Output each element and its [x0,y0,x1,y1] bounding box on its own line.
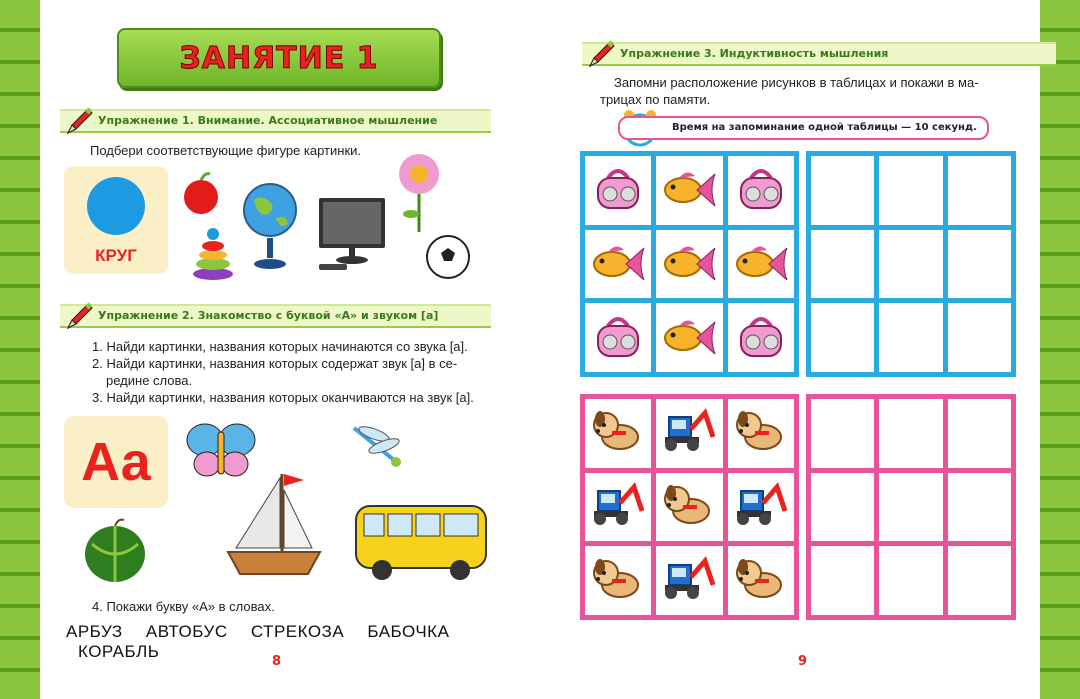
empty-grid-cell[interactable] [948,230,1011,299]
empty-grid-cell[interactable] [948,156,1011,225]
empty-grid-cell[interactable] [879,303,942,372]
watermelon-icon [82,514,148,584]
word: СТРЕКОЗА [250,622,345,641]
empty-grid-cell[interactable] [948,399,1011,468]
grid-cell[interactable] [728,473,794,542]
tractor-icon [590,481,646,533]
flower-icon [395,150,443,234]
empty-grid-pink [806,394,1016,620]
pyramid-toy-icon [190,222,236,282]
grid-cell[interactable] [656,399,722,468]
words-row [66,622,540,662]
empty-grid-cell[interactable] [879,156,942,225]
exercise-2-item-4: 4. Покажи букву «А» в словах. [92,599,275,614]
empty-grid-cell[interactable] [948,303,1011,372]
empty-grid-cell[interactable] [811,156,874,225]
grid-cell[interactable] [728,303,794,372]
fish-icon [661,240,717,288]
grid-cell[interactable] [585,546,651,615]
left-decorative-stripes [0,0,40,699]
fish-icon [661,166,717,214]
fish-icon [590,240,646,288]
word: АРБУЗ [66,622,123,641]
dog-icon [733,555,789,607]
empty-grid-cell[interactable] [879,473,942,542]
empty-grid-cell[interactable] [811,546,874,615]
empty-grid-cell[interactable] [811,303,874,372]
exercise-2-item-2: 2. Найди картинки, названия которых содержат звук [а] в се- [92,356,458,371]
grid-cell[interactable] [585,399,651,468]
sailboat-icon [222,470,326,582]
dog-icon [661,481,717,533]
right-page [540,0,1040,699]
bag-icon [735,312,787,364]
empty-grid-cell[interactable] [948,546,1011,615]
dog-icon [590,555,646,607]
circle-card-label: КРУГ [95,246,137,265]
tractor-icon [661,555,717,607]
tv-monitor-icon [315,196,389,276]
exercise-3-instruction-1: Запомни расположение рисунков в таблицах и покажи в ма- [614,75,979,90]
empty-grid-blue [806,151,1016,377]
exercise-1-instruction: Подбери соответствующие фигуре картинки. [90,143,362,158]
grid-cell[interactable] [656,156,722,225]
empty-grid-cell[interactable] [811,399,874,468]
grid-cell[interactable] [656,546,722,615]
empty-grid-cell[interactable] [811,473,874,542]
timer-note [618,116,989,140]
exercise-1-header [60,109,491,133]
circle-card [64,166,168,274]
apple-icon [180,170,222,216]
bag-icon [592,312,644,364]
dragonfly-icon [348,422,406,470]
exercise-2-item-1: 1. Найди картинки, названия которых начинаются со звука [а]. [92,339,468,354]
dog-icon [733,407,789,459]
memory-grid-pink [580,394,799,620]
tractor-icon [733,481,789,533]
right-decorative-stripes [1040,0,1080,699]
memory-grid-blue [580,151,799,377]
letter-card [64,416,168,508]
dog-icon [590,407,646,459]
grid-cell[interactable] [656,303,722,372]
left-page [40,0,540,699]
soccer-ball-icon [425,234,471,280]
exercise-2-item-3: 3. Найди картинки, названия которых оканчиваются на звук [а]. [92,390,474,405]
grid-cell[interactable] [585,303,651,372]
blue-circle-icon [86,176,146,236]
exercise-3-instruction-2: трицах по памяти. [600,92,711,107]
exercise-2-heading: Упражнение 2. Знакомство с буквой «А» и звуком [а] [98,309,439,322]
grid-cell[interactable] [585,473,651,542]
grid-cell[interactable] [585,230,651,299]
grid-cell[interactable] [656,473,722,542]
bag-icon [735,164,787,216]
empty-grid-cell[interactable] [879,230,942,299]
exercise-1-heading: Упражнение 1. Внимание. Ассоциативное мышление [98,114,438,127]
tractor-icon [661,407,717,459]
grid-cell[interactable] [728,230,794,299]
grid-cell[interactable] [728,156,794,225]
empty-grid-cell[interactable] [948,473,1011,542]
lesson-title: ЗАНЯТИЕ 1 [179,40,379,76]
fish-icon [661,314,717,362]
empty-grid-cell[interactable] [879,399,942,468]
grid-cell[interactable] [656,230,722,299]
letter-card-text: Аа [81,432,151,492]
pencil-icon [66,107,94,135]
fish-icon [733,240,789,288]
exercise-2-header [60,304,491,328]
bag-icon [592,164,644,216]
page-number-right: 9 [798,654,808,669]
grid-cell[interactable] [585,156,651,225]
timer-note-text: Время на запоминание одной таблицы — 10 секунд. [672,122,977,133]
grid-cell[interactable] [728,399,794,468]
word: БАБОЧКА [367,622,450,641]
empty-grid-cell[interactable] [879,546,942,615]
grid-cell[interactable] [728,546,794,615]
pencil-icon [588,40,616,68]
word: АВТОБУС [145,622,228,641]
empty-grid-cell[interactable] [811,230,874,299]
exercise-3-header [582,42,1056,66]
exercise-3-heading: Упражнение 3. Индуктивность мышления [620,47,889,60]
word: КОРАБЛЬ [78,642,160,661]
lesson-title-box [117,28,441,88]
exercise-2-item-2-cont: редине слова. [106,373,193,388]
page-number-left: 8 [272,654,282,669]
bus-icon [352,500,492,582]
pencil-icon [66,302,94,330]
globe-icon [240,178,300,272]
